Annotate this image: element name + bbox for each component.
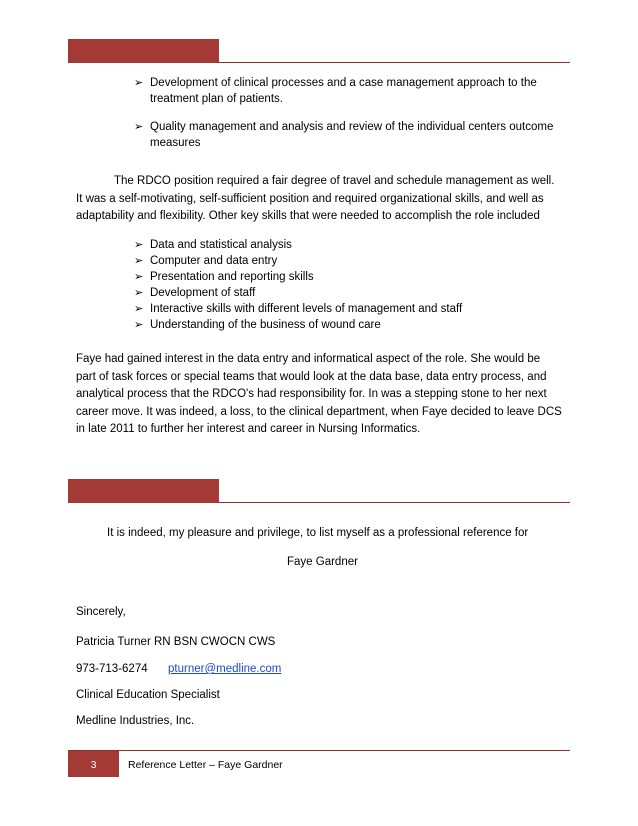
arrow-bullet-icon: ➢ <box>134 303 144 315</box>
list-item-text: Computer and data entry <box>150 255 278 267</box>
section-header-bar <box>68 479 219 503</box>
paragraph-rdco-position <box>76 173 562 226</box>
footer-title: Reference Letter – Faye Gardner <box>128 759 283 771</box>
arrow-bullet-icon: ➢ <box>134 239 144 251</box>
paragraph-faye-interest <box>76 351 562 439</box>
section-header-rule <box>219 502 570 503</box>
list-item <box>0 269 638 285</box>
reference-name: Faye Gardner <box>287 556 358 568</box>
bullet-list-skills <box>0 237 638 333</box>
list-item-text: Understanding of the business of wound care <box>150 319 381 331</box>
signer-name: Patricia Turner RN BSN CWOCN CWS <box>76 636 276 648</box>
phone-number: 973-713-6274 <box>76 663 148 675</box>
bullet-line: Development of clinical processes and a case management approach to the <box>150 77 537 89</box>
list-item <box>0 301 638 317</box>
list-item <box>0 317 638 333</box>
list-item <box>0 253 638 269</box>
signer-company: Medline Industries, Inc. <box>76 715 195 727</box>
arrow-bullet-icon: ➢ <box>134 319 144 331</box>
list-item-text: Data and statistical analysis <box>150 239 292 251</box>
list-item <box>0 285 638 301</box>
list-item <box>0 75 638 107</box>
section-header-bar <box>68 39 219 63</box>
arrow-bullet-icon: ➢ <box>134 77 144 89</box>
list-item-text: Interactive skills with different levels of management and staff <box>150 303 463 315</box>
bullet-line: measures <box>150 137 201 149</box>
bullet-list-top <box>0 75 638 151</box>
list-item-text: Development of staff <box>150 287 256 299</box>
section-header-rule <box>219 62 570 63</box>
contact-line <box>76 662 281 677</box>
list-item <box>0 119 638 151</box>
closing: Sincerely, <box>76 606 126 618</box>
bullet-line: treatment plan of patients. <box>150 93 283 105</box>
list-item <box>0 237 638 253</box>
reference-statement: It is indeed, my pleasure and privilege, to list myself as a professional reference for <box>107 527 529 539</box>
paragraph-text: The RDCO position required a fair degree of travel and schedule management as well. It was a self-motivating, self-sufficient position and required organizational skills, and well as adaptability and flexibility. Other key skills that were needed to accomplish the role included <box>76 175 555 222</box>
paragraph-text: Faye had gained interest in the data entry and informatical aspect of the role. She would be part of task forces or special teams that would look at the data base, data entry process, and analytical process that the RDCO's had responsibility for. In was a stepping stone to her next career move. It was indeed, a loss, to the clinical department, when Faye decided to leave DCS in late 2011 to further her interest and career in Nursing Informatics. <box>76 353 562 435</box>
arrow-bullet-icon: ➢ <box>134 287 144 299</box>
email-link[interactable]: pturner@medline.com <box>168 663 282 675</box>
bullet-line: Quality management and analysis and review of the individual centers outcome <box>150 121 554 133</box>
arrow-bullet-icon: ➢ <box>134 121 144 133</box>
arrow-bullet-icon: ➢ <box>134 255 144 267</box>
signer-title: Clinical Education Specialist <box>76 689 220 701</box>
list-item-text: Presentation and reporting skills <box>150 271 314 283</box>
arrow-bullet-icon: ➢ <box>134 271 144 283</box>
page-number: 3 <box>68 751 119 777</box>
